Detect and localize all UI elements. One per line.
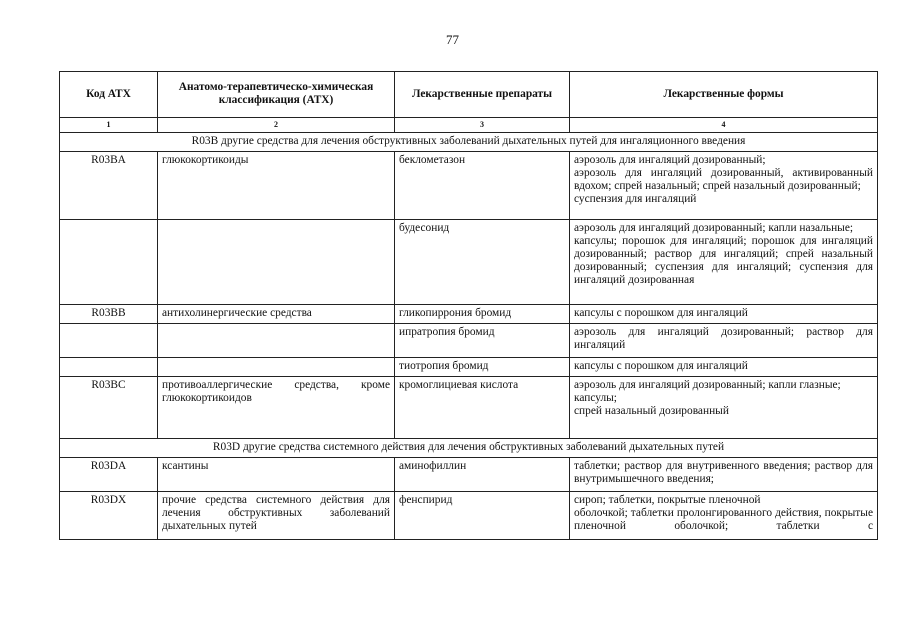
form-line: оболочкой; таблетки пролонгированного действия, покрытые пленочной оболочкой; таблетки с — [574, 507, 873, 532]
column-number: 3 — [395, 118, 570, 133]
form-line: сироп; таблетки, покрытые пленочной — [574, 494, 761, 506]
form-line: аэрозоль для ингаляций дозированный; капли глазные; — [574, 379, 841, 391]
page-number: 77 — [446, 32, 459, 47]
table-row — [60, 305, 878, 324]
column-number: 2 — [158, 118, 395, 133]
atx-code: R03DA — [60, 458, 158, 492]
atx-group: глюкокортикоиды — [158, 152, 395, 220]
atx-table — [59, 71, 878, 540]
drug-forms — [570, 220, 878, 305]
atx-group — [158, 324, 395, 358]
atx-code: R03BB — [60, 305, 158, 324]
header-code: Код АТХ — [60, 72, 158, 118]
atx-group: ксантины — [158, 458, 395, 492]
atx-code: R03BA — [60, 152, 158, 220]
table-row — [60, 458, 878, 492]
column-number-row — [60, 118, 878, 133]
section-title: R03D другие средства системного действия для лечения обструктивных заболеваний дыхательных путей — [60, 439, 878, 458]
drug-forms — [570, 458, 878, 492]
drug-name: кромоглициевая кислота — [395, 377, 570, 439]
drug-name: фенспирид — [395, 492, 570, 540]
form-line: аэрозоль для ингаляций дозированный; капли назальные; — [574, 222, 854, 234]
atx-code: R03DX — [60, 492, 158, 540]
drug-forms — [570, 305, 878, 324]
header-row — [60, 72, 878, 118]
drug-name: аминофиллин — [395, 458, 570, 492]
drug-forms — [570, 492, 878, 540]
table-row — [60, 220, 878, 305]
header-drugs: Лекарственные препараты — [395, 72, 570, 118]
atx-group: антихолинергические средства — [158, 305, 395, 324]
form-line: аэрозоль для ингаляций дозированный; раствор для ингаляций — [574, 326, 873, 351]
drug-name: будесонид — [395, 220, 570, 305]
form-line: капсулы; порошок для ингаляций; порошок для ингаляций дозированный; раствор для ингаляций; спрей назальный дозированный; суспензия для ингаляций; суспензия для ингаляций дозированная — [574, 235, 873, 286]
drug-name: тиотропия бромид — [395, 358, 570, 377]
table-row — [60, 358, 878, 377]
header-forms: Лекарственные формы — [570, 72, 878, 118]
drug-name: ипратропия бромид — [395, 324, 570, 358]
atx-code — [60, 220, 158, 305]
form-line: спрей назальный дозированный — [574, 405, 729, 417]
form-line: аэрозоль для ингаляций дозированный; — [574, 154, 766, 166]
section-row-r03b — [60, 133, 878, 152]
table-row — [60, 324, 878, 358]
table-row — [60, 152, 878, 220]
drug-forms — [570, 358, 878, 377]
form-line: суспензия для ингаляций — [574, 193, 697, 205]
drug-forms — [570, 377, 878, 439]
atx-group — [158, 220, 395, 305]
drug-forms — [570, 324, 878, 358]
atx-group — [158, 358, 395, 377]
atx-code — [60, 324, 158, 358]
drug-forms — [570, 152, 878, 220]
column-number: 4 — [570, 118, 878, 133]
form-line: капсулы с порошком для ингаляций — [574, 360, 748, 372]
header-atx: Анатомо-терапевтическо-химическая классификация (АТХ) — [158, 72, 395, 118]
section-row-r03d — [60, 439, 878, 458]
drug-name: беклометазон — [395, 152, 570, 220]
atx-group: прочие средства системного действия для лечения обструктивных заболеваний дыхательных путей — [158, 492, 395, 540]
form-line: капсулы с порошком для ингаляций — [574, 307, 748, 319]
atx-group: противоаллергические средства, кроме глюкокортикоидов — [158, 377, 395, 439]
drug-name: гликопиррония бромид — [395, 305, 570, 324]
table-row — [60, 492, 878, 540]
atx-code — [60, 358, 158, 377]
table-row — [60, 377, 878, 439]
section-title: R03B другие средства для лечения обструктивных заболеваний дыхательных путей для ингаляционного введения — [60, 133, 878, 152]
form-line: аэрозоль для ингаляций дозированный, активированный вдохом; спрей назальный; спрей назальный дозированный; — [574, 167, 873, 192]
form-line: таблетки; раствор для внутривенного введения; раствор для внутримышечного введения; — [574, 460, 873, 485]
form-line: капсулы; — [574, 392, 617, 404]
atx-code: R03BC — [60, 377, 158, 439]
column-number: 1 — [60, 118, 158, 133]
